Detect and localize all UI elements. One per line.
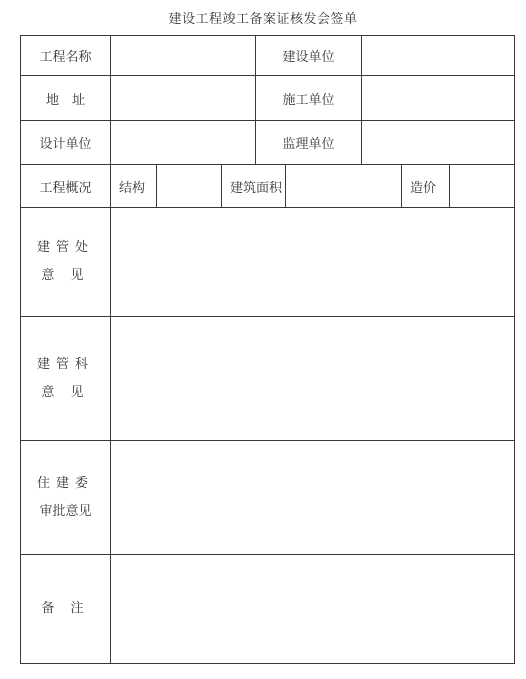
- committee-opinion-label-line2: 审批意见: [39, 503, 92, 519]
- design-unit-label: 设计单位: [21, 121, 111, 165]
- supervision-unit-field[interactable]: [362, 121, 515, 165]
- construction-unit-label: 建设单位: [256, 36, 362, 76]
- construction-unit-field[interactable]: [362, 36, 515, 76]
- project-name-field[interactable]: [111, 36, 256, 76]
- row-project-name: [21, 36, 515, 76]
- address-field[interactable]: [111, 76, 256, 121]
- section-opinion-label-line2: 意 见: [41, 384, 90, 400]
- row-section-opinion: [21, 317, 515, 441]
- structure-label: 结构: [111, 165, 157, 208]
- row-committee-opinion: [21, 441, 515, 555]
- structure-field[interactable]: [157, 165, 222, 208]
- row-design-unit: [21, 121, 515, 165]
- remarks-label-text: 备 注: [41, 601, 90, 616]
- builder-unit-label: 施工单位: [256, 76, 362, 121]
- committee-opinion-label-line1: 住建委: [36, 475, 94, 491]
- row-address: [21, 76, 515, 121]
- section-opinion-field[interactable]: [111, 317, 515, 441]
- office-opinion-label: [21, 208, 111, 317]
- address-label: 地 址: [21, 76, 111, 121]
- overview-label: 工程概况: [21, 165, 111, 208]
- committee-opinion-field[interactable]: [111, 441, 515, 555]
- section-opinion-label: [21, 317, 111, 441]
- design-unit-field[interactable]: [111, 121, 256, 165]
- office-opinion-label-line1: 建管处: [36, 240, 94, 255]
- committee-opinion-label: [21, 441, 111, 555]
- office-opinion-label-line2: 意 见: [41, 268, 90, 283]
- row-remarks: [21, 555, 515, 664]
- project-name-label: 工程名称: [21, 36, 111, 76]
- remarks-field[interactable]: [111, 555, 515, 664]
- supervision-unit-label: 监理单位: [256, 121, 362, 165]
- form-title: 建设工程竣工备案证核发会签单: [168, 12, 358, 27]
- area-label: 建筑面积: [222, 165, 286, 208]
- section-opinion-label-line1: 建管科: [36, 356, 94, 372]
- row-overview: [21, 165, 515, 208]
- builder-unit-field[interactable]: [362, 76, 515, 121]
- cost-label: 造价: [402, 165, 450, 208]
- remarks-label: [21, 555, 111, 664]
- row-office-opinion: [21, 208, 515, 317]
- filing-form-table: [20, 35, 515, 664]
- cost-field[interactable]: [450, 165, 515, 208]
- area-field[interactable]: [286, 165, 402, 208]
- office-opinion-field[interactable]: [111, 208, 515, 317]
